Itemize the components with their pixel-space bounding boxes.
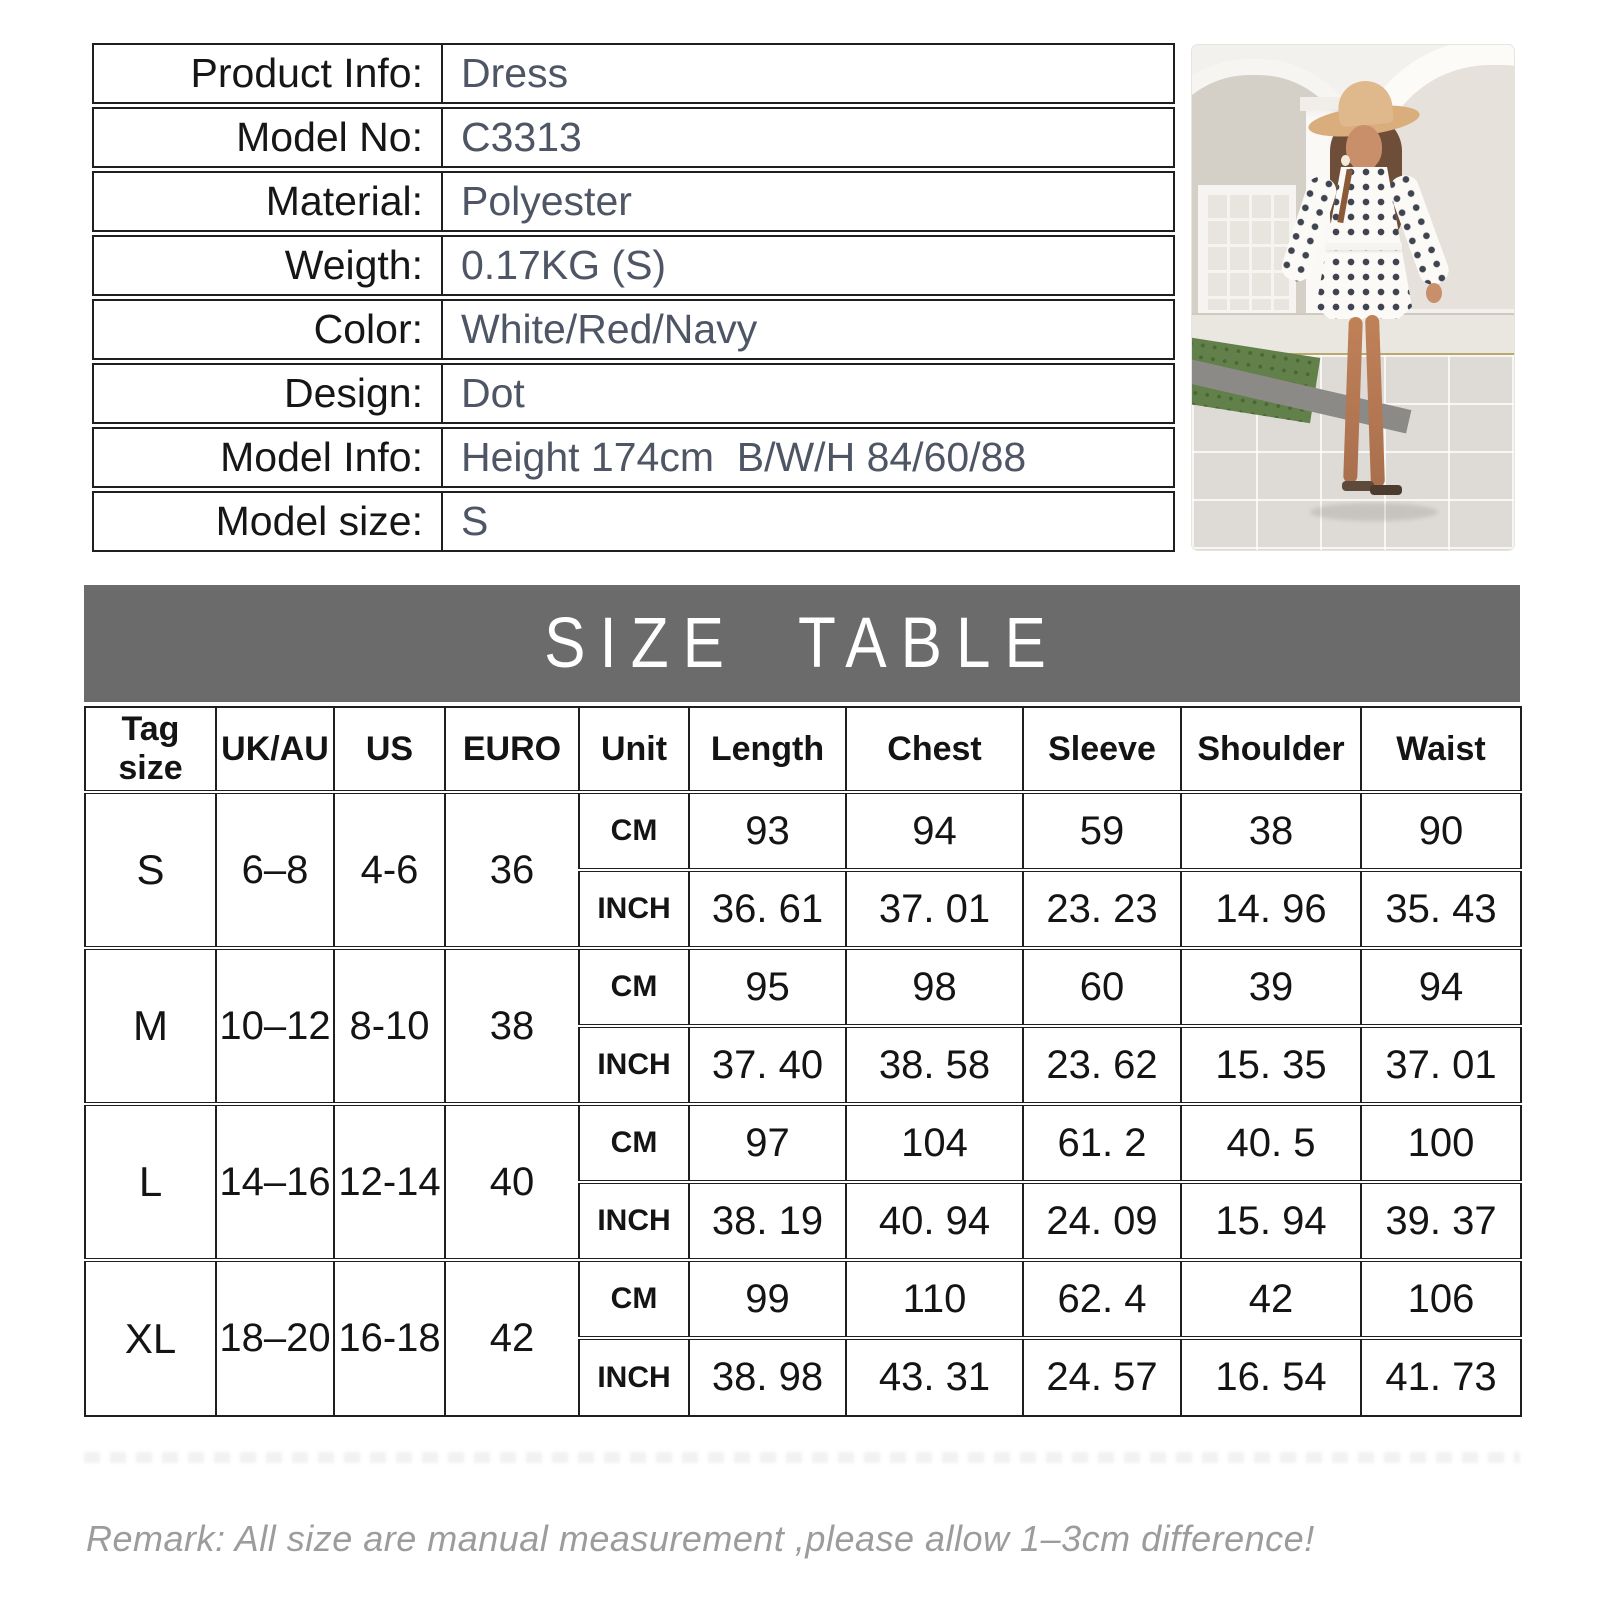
sandal-right: [1370, 485, 1402, 495]
model-photo: [1192, 45, 1514, 550]
size-table-header-bar: [84, 585, 1520, 702]
uk-au-cell: 10–12: [216, 948, 334, 1104]
shoulder-cell: 14. 96: [1181, 870, 1361, 948]
belt: [1326, 243, 1402, 250]
info-value: Height 174cm B/W/H 84/60/88: [441, 427, 1175, 488]
uk-au-cell: 18–20: [216, 1260, 334, 1416]
info-row: [92, 171, 1175, 232]
unit-cell: CM: [579, 1104, 689, 1182]
unit-cell: CM: [579, 948, 689, 1026]
chest-cell: 104: [846, 1104, 1023, 1182]
shoulder-cell: 42: [1181, 1260, 1361, 1338]
col-header-chest: Chest: [846, 707, 1023, 792]
length-cell: 97: [689, 1104, 846, 1182]
earring: [1341, 155, 1350, 166]
waist-cell: 35. 43: [1361, 870, 1521, 948]
waist-cell: 100: [1361, 1104, 1521, 1182]
faint-text-artifact: [84, 1452, 1520, 1463]
model-shadow: [1310, 503, 1438, 521]
length-cell: 93: [689, 792, 846, 870]
chest-cell: 94: [846, 792, 1023, 870]
unit-cell: INCH: [579, 870, 689, 948]
size-row-xl-cm: [85, 1260, 1521, 1338]
info-row: [92, 107, 1175, 168]
info-label: Model Info:: [92, 427, 441, 488]
chest-cell: 37. 01: [846, 870, 1023, 948]
col-header-length: Length: [689, 707, 846, 792]
waist-cell: 106: [1361, 1260, 1521, 1338]
chest-cell: 40. 94: [846, 1182, 1023, 1260]
sleeve-cell: 62. 4: [1023, 1260, 1181, 1338]
length-cell: 99: [689, 1260, 846, 1338]
euro-cell: 40: [445, 1104, 579, 1260]
info-value: Dot: [441, 363, 1175, 424]
info-label: Product Info:: [92, 43, 441, 104]
info-label: Material:: [92, 171, 441, 232]
shoulder-cell: 39: [1181, 948, 1361, 1026]
hand: [1426, 283, 1442, 303]
euro-cell: 42: [445, 1260, 579, 1416]
size-table-header-row: [85, 707, 1521, 792]
waist-cell: 41. 73: [1361, 1338, 1521, 1416]
info-value: C3313: [441, 107, 1175, 168]
chest-cell: 38. 58: [846, 1026, 1023, 1104]
col-header-unit: Unit: [579, 707, 689, 792]
info-value: Polyester: [441, 171, 1175, 232]
waist-cell: 37. 01: [1361, 1026, 1521, 1104]
length-cell: 38. 19: [689, 1182, 846, 1260]
tag-size-cell: L: [85, 1104, 216, 1260]
shoulder-cell: 38: [1181, 792, 1361, 870]
face: [1346, 125, 1382, 169]
col-header-tag-size: Tag size: [85, 707, 216, 792]
sleeve-cell: 61. 2: [1023, 1104, 1181, 1182]
info-value: S: [441, 491, 1175, 552]
chest-cell: 43. 31: [846, 1338, 1023, 1416]
sleeve-cell: 24. 09: [1023, 1182, 1181, 1260]
info-label: Color:: [92, 299, 441, 360]
length-cell: 95: [689, 948, 846, 1026]
size-table-title: SIZE TABLE: [544, 603, 1060, 684]
info-row: [92, 43, 1175, 104]
waist-cell: 94: [1361, 948, 1521, 1026]
col-header-sleeve: Sleeve: [1023, 707, 1181, 792]
chest-cell: 110: [846, 1260, 1023, 1338]
unit-cell: INCH: [579, 1026, 689, 1104]
us-cell: 16-18: [334, 1260, 445, 1416]
sleeve-cell: 59: [1023, 792, 1181, 870]
waist-cell: 90: [1361, 792, 1521, 870]
info-row: [92, 299, 1175, 360]
info-row: [92, 363, 1175, 424]
euro-cell: 36: [445, 792, 579, 948]
euro-cell: 38: [445, 948, 579, 1104]
col-header-euro: EURO: [445, 707, 579, 792]
unit-cell: INCH: [579, 1338, 689, 1416]
uk-au-cell: 14–16: [216, 1104, 334, 1260]
tag-size-cell: S: [85, 792, 216, 948]
col-header-shoulder: Shoulder: [1181, 707, 1361, 792]
sleeve-cell: 23. 62: [1023, 1026, 1181, 1104]
length-cell: 37. 40: [689, 1026, 846, 1104]
window: [1198, 185, 1296, 317]
size-table: [84, 706, 1522, 1417]
shoulder-cell: 40. 5: [1181, 1104, 1361, 1182]
size-row-m-cm: [85, 948, 1521, 1026]
waist-cell: 39. 37: [1361, 1182, 1521, 1260]
info-label: Design:: [92, 363, 441, 424]
info-label: Weigth:: [92, 235, 441, 296]
unit-cell: CM: [579, 1260, 689, 1338]
info-value: 0.17KG (S): [441, 235, 1175, 296]
shoulder-cell: 15. 94: [1181, 1182, 1361, 1260]
shoulder-cell: 16. 54: [1181, 1338, 1361, 1416]
length-cell: 38. 98: [689, 1338, 846, 1416]
info-row: [92, 235, 1175, 296]
info-row: [92, 491, 1175, 552]
unit-cell: CM: [579, 792, 689, 870]
us-cell: 4-6: [334, 792, 445, 948]
info-label: Model No:: [92, 107, 441, 168]
tag-size-cell: M: [85, 948, 216, 1104]
col-header-waist: Waist: [1361, 707, 1521, 792]
us-cell: 12-14: [334, 1104, 445, 1260]
product-info-table: [92, 40, 1175, 555]
remark-text: Remark: All size are manual measurement ,please allow 1–3cm difference!: [86, 1518, 1315, 1559]
sleeve-cell: 23. 23: [1023, 870, 1181, 948]
info-row: [92, 427, 1175, 488]
chest-cell: 98: [846, 948, 1023, 1026]
size-row-s-cm: [85, 792, 1521, 870]
shoulder-cell: 15. 35: [1181, 1026, 1361, 1104]
uk-au-cell: 6–8: [216, 792, 334, 948]
length-cell: 36. 61: [689, 870, 846, 948]
unit-cell: INCH: [579, 1182, 689, 1260]
sleeve-cell: 60: [1023, 948, 1181, 1026]
tag-size-cell: XL: [85, 1260, 216, 1416]
info-label: Model size:: [92, 491, 441, 552]
info-value: Dress: [441, 43, 1175, 104]
info-value: White/Red/Navy: [441, 299, 1175, 360]
us-cell: 8-10: [334, 948, 445, 1104]
col-header-us: US: [334, 707, 445, 792]
sleeve-cell: 24. 57: [1023, 1338, 1181, 1416]
size-row-l-cm: [85, 1104, 1521, 1182]
col-header-uk-au: UK/AU: [216, 707, 334, 792]
